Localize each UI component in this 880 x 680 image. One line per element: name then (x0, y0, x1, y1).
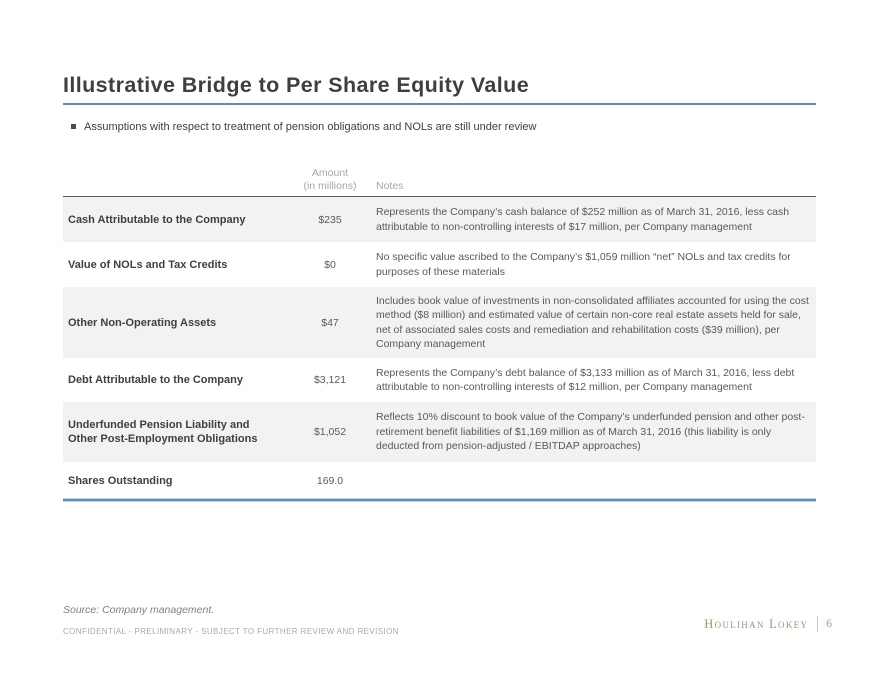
table-bottom-rule (63, 499, 816, 501)
column-header-amount (288, 167, 372, 193)
row-note: Represents the Company’s cash balance of $252 million as of March 31, 2016, less cash attributable to non-controlling interests of $17 million, per Company management (376, 206, 790, 233)
table-header-row (63, 164, 816, 197)
row-note (372, 475, 816, 487)
row-label: Shares Outstanding (68, 474, 173, 487)
row-label: Underfunded Pension Liability and Other Post-Employment Obligations (68, 419, 258, 445)
amount-header-line1: Amount (311, 167, 349, 179)
row-note: No specific value ascribed to the Company’s $1,059 million “net” NOLs and tax credits for purposes of these materials (376, 251, 791, 278)
table-row (63, 287, 816, 358)
equity-bridge-table (63, 164, 816, 501)
footer-brand (704, 616, 832, 632)
row-note: Reflects 10% discount to book value of the Company’s underfunded pension and other post-retirement benefit liabilities of $1,169 million as of March 31, 2016 (this liability is only deducted from pension-adjusted / EBITDAP approaches) (376, 411, 805, 453)
row-amount: $0 (324, 258, 336, 271)
row-amount: $47 (321, 316, 339, 329)
table-row (63, 358, 816, 402)
row-label: Cash Attributable to the Company (68, 213, 246, 226)
row-note: Represents the Company’s debt balance of $3,133 million as of March 31, 2016, less debt attributable to non-controlling interests of $12 million, per Company management (376, 366, 795, 393)
row-amount: $3,121 (313, 374, 347, 386)
brand-divider (817, 616, 818, 632)
row-amount: $235 (318, 213, 342, 226)
page-number: 6 (826, 618, 832, 630)
confidentiality-disclaimer: CONFIDENTIAL - PRELIMINARY - SUBJECT TO FURTHER REVIEW AND REVISION (63, 627, 399, 636)
row-label: Debt Attributable to the Company (68, 374, 243, 386)
row-amount: $1,052 (313, 426, 347, 438)
table-row (63, 242, 816, 287)
table-row (63, 402, 816, 462)
table-row (63, 197, 816, 242)
amount-header-line2: (in millions) (303, 180, 357, 192)
table-row (63, 462, 816, 499)
row-label: Value of NOLs and Tax Credits (68, 258, 228, 271)
column-header-notes: Notes (376, 180, 404, 192)
source-note: Source: Company management. (63, 604, 215, 616)
bullet-square-icon (71, 124, 76, 129)
row-amount: 169.0 (316, 474, 344, 487)
bullet-text: Assumptions with respect to treatment of pension obligations and NOLs are still under review (84, 121, 537, 133)
bullet-line (71, 120, 811, 134)
row-note: Includes book value of investments in non-consolidated affiliates accounted for using the cost method ($8 million) and estimated value of certain non-core real estate assets held for sale, net of associated sales costs and remediation and rehabilitation costs ($39 million), per Company management (376, 294, 809, 350)
page-title: Illustrative Bridge to Per Share Equity Value (63, 73, 530, 97)
title-underline (63, 103, 816, 105)
brand-logo-text: Houlihan Lokey (704, 616, 809, 631)
row-label: Other Non-Operating Assets (68, 316, 217, 329)
